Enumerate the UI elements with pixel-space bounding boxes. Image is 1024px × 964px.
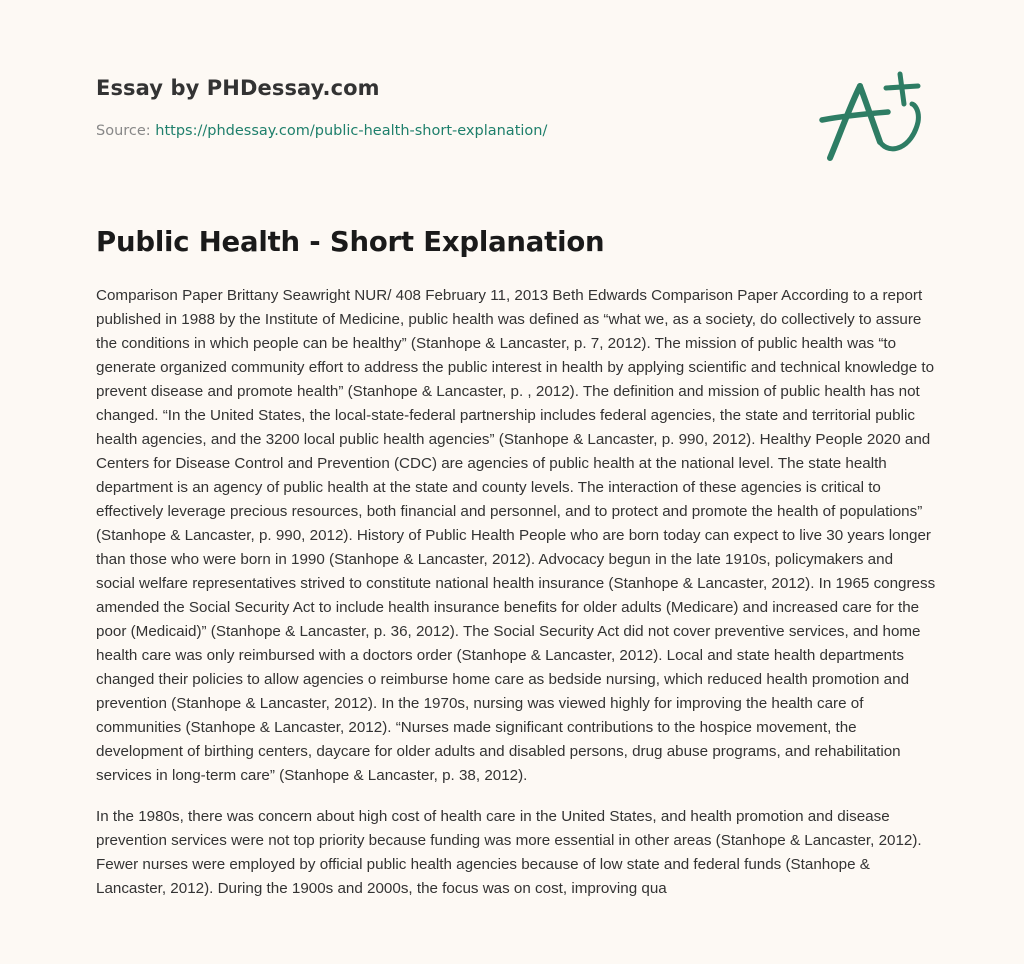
source-line [96,123,547,139]
essay-body [96,284,936,918]
essay-paragraph: Comparison Paper Brittany Seawright NUR/ 408 February 11, 2013 Beth Edwards Comparison Paper According to a report published in 1988 by the Institute of Medicine, public health was defined as “what we, as a society, do collectively to assure the conditions in which people can be healthy” (Stanhope & Lancaster, p. 7, 2012). The mission of public health was “to generate organized community effort to address the public interest in health by applying scientific and technical knowledge to prevent disease and promote health” (Stanhope & Lancaster, p. , 2012). The definition and mission of public health has not changed. “In the United States, the local-state-federal partnership includes federal agencies, the state and territorial public health agencies, and the 3200 local public health agencies” (Stanhope & Lancaster, p. 990, 2012). Healthy People 2020 and Centers for Disease Control and Prevention (CDC) are agencies of public health at the national level. The state health department is an agency of public health at the state and county levels. The interaction of these agencies is critical to effectively leverage precious resources, both financial and personnel, and to protect and promote the health of populations” (Stanhope & Lancaster, p. 990, 2012). History of Public Health People who are born today can expect to live 30 years longer than those who were born in 1990 (Stanhope & Lancaster, 2012). Advocacy begun in the late 1910s, policymakers and social welfare representatives strived to constitute national health insurance (Stanhope & Lancaster, 2012). In 1965 congress amended the Social Security Act to include health insurance benefits for older adults (Medicare) and increased care for the poor (Medicaid)” (Stanhope & Lancaster, p. 36, 2012). The Social Security Act did not cover preventive services, and home health care was only reimbursed with a doctors order (Stanhope & Lancaster, 2012). Local and state health departments changed their policies to allow agencies o reimburse home care as bedside nursing, which reduced health promotion and prevention (Stanhope & Lancaster, 2012). In the 1970s, nursing was viewed highly for improving the health care of communities (Stanhope & Lancaster, 2012). “Nurses made significant contributions to the hospice movement, the development of birthing centers, daycare for older adults and disabled persons, drug abuse programs, and rehabilitation services in long-term care” (Stanhope & Lancaster, p. 38, 2012). [96,287,936,784]
page-header [96,0,936,200]
a-plus-grade-icon [818,64,928,168]
page-title: Public Health - Short Explanation [96,226,605,258]
source-link[interactable]: https://phdessay.com/public-health-short-explanation/ [155,123,548,139]
source-label: Source: [96,123,156,139]
site-title: Essay by PHDessay.com [96,76,380,100]
essay-paragraph: In the 1980s, there was concern about high cost of health care in the United States, and health promotion and disease prevention services were not top priority because funding was more essential in other areas (Stanhope & Lancaster, 2012). Fewer nurses were employed by official public health agencies because of low state and federal funds (Stanhope & Lancaster, 2012). During the 1900s and 2000s, the focus was on cost, improving qua [96,808,922,897]
